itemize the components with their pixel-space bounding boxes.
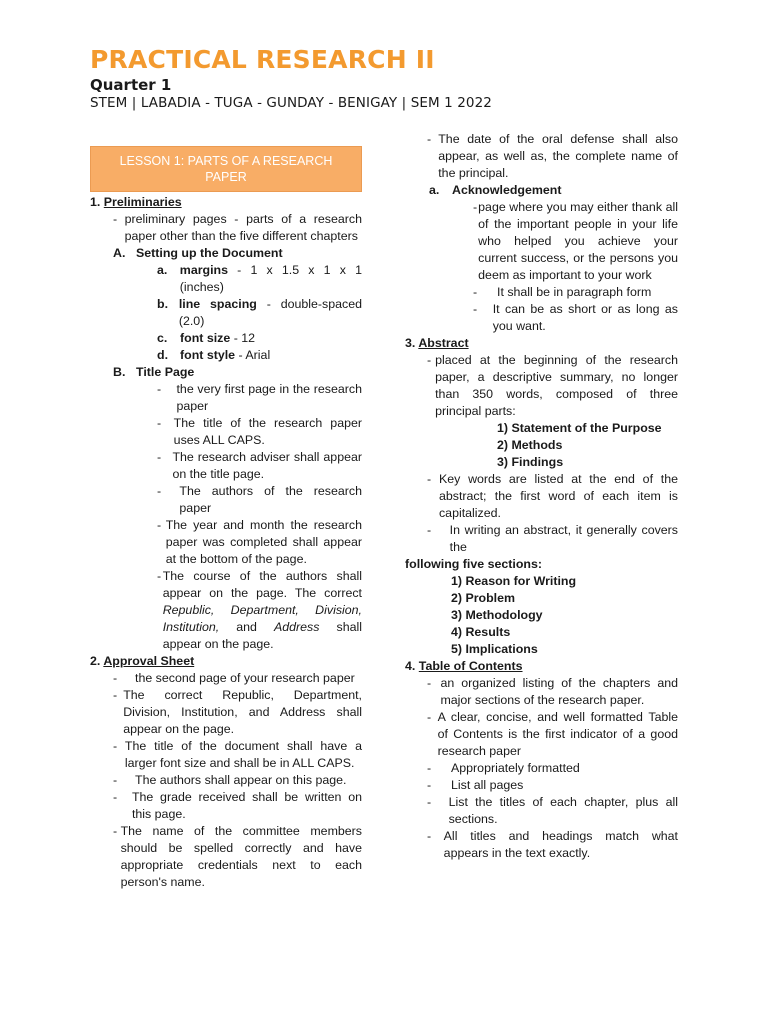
list-item: a. margins - 1 x 1.5 x 1 x 1 (inches) [157,263,362,294]
list-item: - The name of the committee members should be spelled correctly and have appropriate credentials next to each person's name. [113,824,362,889]
list-item: - an organized listing of the chapters and major sections of the research paper. [427,676,678,707]
section-heading: 4. Table of Contents [405,659,523,673]
list-item: - The research adviser shall appear on the title page. [157,450,362,481]
list-item: - page where you may either thank all of the important people in your life who helped you achieve your current success, or the persons you deem as important to your work [473,200,678,282]
list-item: 2) Problem [451,591,516,605]
list-item: - It shall be in paragraph form [473,285,652,299]
list-item: - List all pages [427,778,524,792]
list-item: - The date of the oral defense shall also appear, as well as, the complete name of the principal. [427,132,678,180]
list-item: 5) Implications [451,642,538,656]
section-heading: 2. Approval Sheet [90,654,195,668]
list-item: - List the titles of each chapter, plus all sections. [427,795,678,826]
list-item: - preliminary pages - parts of a research paper other than the five different chapters [113,212,362,243]
section-heading: 1. Preliminaries [90,195,182,209]
list-item: - A clear, concise, and well formatted Table of Contents is the first indicator of a good research paper [427,710,678,758]
section-heading: 3. Abstract [405,336,469,350]
list-item: - It can be as short or as long as you want. [473,302,678,333]
list-item: - Appropriately formatted [427,761,580,775]
list-item: d. font style - Arial [157,348,271,362]
list-item: - The year and month the research paper was completed shall appear at the bottom of the page. [157,518,362,566]
lesson-box: LESSON 1: PARTS OF A RESEARCH PAPER [90,146,362,192]
left-column [90,146,362,891]
list-item: 2) Methods [497,438,563,452]
list-item: 3) Findings [497,455,564,469]
list-item: - The title of the document shall have a larger font size and shall be in ALL CAPS. [113,739,362,770]
list-item: 4) Results [451,625,511,639]
list-item: - In writing an abstract, it generally covers the [427,523,678,554]
list-item: - The authors shall appear on this page. [113,773,347,787]
list-item: - The grade received shall be written on this page. [113,790,362,821]
list-item: - The authors of the research paper [157,484,362,515]
following-label: following five sections: [405,557,542,571]
list-item: c. font size - 12 [157,331,256,345]
list-item: - The correct Republic, Department, Division, Institution, and Address shall appear on the page. [113,688,362,736]
list-item: b. line spacing - double-spaced (2.0) [157,297,362,328]
list-item: - the second page of your research paper [113,671,355,685]
list-item: - the very first page in the research paper [157,382,362,413]
right-column [405,131,678,862]
list-item: - The course of the authors shall appear on the page. The correct Republic, Department, Division, Institution, and Address shall appear on the page. [157,569,362,651]
subsection-heading: A. Setting up the Document [113,246,283,260]
list-item: 1) Reason for Writing [451,574,577,588]
document-title: PRACTICAL RESEARCH II [90,45,435,74]
course-meta: STEM | LABADIA - TUGA - GUNDAY - BENIGAY | SEM 1 2022 [90,95,492,111]
subsection-heading: B. Title Page [113,365,195,379]
list-item: - Key words are listed at the end of the abstract; the first word of each item is capitalized. [427,472,678,520]
list-item: - All titles and headings match what appears in the text exactly. [427,829,678,860]
subsection-heading: a. Acknowledgement [429,183,562,197]
list-item: - placed at the beginning of the research paper, a descriptive summary, no longer than 350 words, composed of three principal parts: [427,353,678,418]
list-item: 3) Methodology [451,608,543,622]
list-item: - The title of the research paper uses ALL CAPS. [157,416,362,447]
list-item: 1) Statement of the Purpose [497,421,662,435]
quarter-label: Quarter 1 [90,76,172,94]
